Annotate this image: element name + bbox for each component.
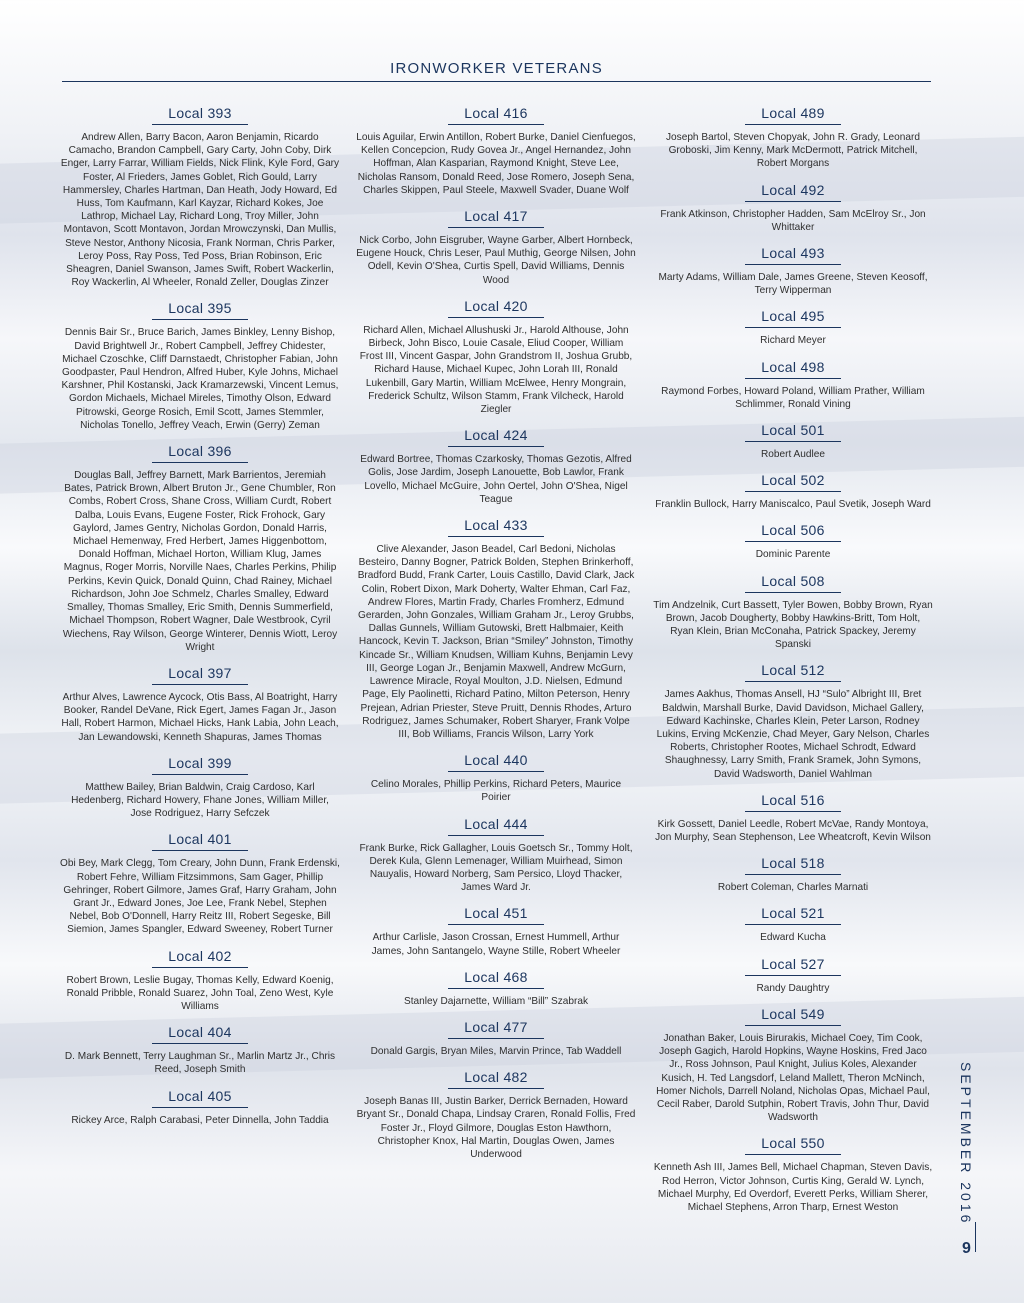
member-names: Kirk Gossett, Daniel Leedle, Robert McVae, Randy Montoya, Jon Murphy, Sean Stephenson, Lee Wheatcroft, Kevin Wilson: [655, 818, 931, 844]
member-names: Nick Corbo, John Eisgruber, Wayne Garber, Albert Hornbeck, Eugene Houck, Chris Leser, Paul Muthig, George Nilsen, John Odell, Kevin O'Shea, Curtis Spell, David Williams, Dennis Wood: [356, 235, 636, 286]
local-title: Local 468: [448, 968, 544, 989]
local-section: [653, 572, 933, 652]
footer-divider: [975, 1222, 976, 1252]
member-names: Donald Gargis, Bryan Miles, Marvin Prince, Tab Waddell: [370, 1045, 622, 1057]
local-section: [653, 854, 933, 894]
local-title: Local 549: [745, 1005, 841, 1026]
local-title: Local 395: [152, 299, 248, 320]
local-title: Local 444: [448, 815, 544, 836]
member-names: Andrew Allen, Barry Bacon, Aaron Benjamin, Ricardo Camacho, Brandon Campbell, Gary Carty, John Coby, Dirk Enger, Larry Farrar, William Fields, Nick Flink, Kyle Ford, Gary Foster, Al Frieders, James Goblet, Rich Gould, Larry Hammersley, Charles Hartman, Dan Heath, Jody Howard, Ed Huss, Tom Kaufmann, Karl Kayzar, Richard Kokes, Joe Lathrop, Michael Lay, Richard Long, Troy Miller, John Montavon, Scott Montavon, Jordan Mrowczynski, Dan Mullis, Steve Nestor, Anthony Nicosia, Frank Norman, Chris Parker, Leroy Poss, Ray Poss, Ted Poss, Brian Robinson, Eric Sheagren, Daniel Swanson, James Swift, Robert Wackerlin, Roy Wackerlin, Al Wheeler, Ronald Zeller, Douglas Zinzer: [60, 132, 340, 289]
member-names: Celino Morales, Phillip Perkins, Richard Peters, Maurice Poirier: [370, 779, 622, 804]
local-section: [356, 207, 636, 287]
local-section: [653, 1134, 933, 1214]
local-title: Local 424: [448, 426, 544, 447]
local-section: [653, 1005, 933, 1124]
local-title: Local 451: [448, 904, 544, 925]
local-title: Local 416: [448, 104, 544, 125]
local-section: [356, 516, 636, 741]
member-names: Franklin Bullock, Harry Maniscalco, Paul Svetik, Joseph Ward: [655, 499, 931, 511]
member-names: Douglas Ball, Jeffrey Barnett, Mark Barrientos, Jeremiah Bates, Patrick Brown, Albert Bruton Jr., Gene Chumbler, Ron Combs, Robert Cross, Shane Cross, William Curdt, Robert Dalba, Louis Evans, Eugene Foster, Rick Frohock, Gary Gaylord, James Gentry, Nicholas Gordon, Donald Harris, Michael Hemenway, Fred Herbert, James Higgenbottom, Donald Hoffman, Michael Horton, William Klug, James Magnus, Roger Morris, Norville Naes, Charles Perkins, Philip Perkins, Kevin Quick, Donald Quinn, Chad Rainey, Michael Richardson, John Joe Schmelz, Charles Smalley, Edward Smalley, Thomas Smalley, Eric Smith, Dennis Summerfield, Michael Thompson, Robert Wagner, Dale Westbrook, Cyril Wiechens, Ray Wilson, George Winterer, Dennis Wiott, Leroy Wright: [62, 470, 338, 653]
local-section: [60, 664, 340, 744]
local-section: [60, 1087, 340, 1127]
local-title: Local 492: [745, 181, 841, 202]
local-title: Local 397: [152, 664, 248, 685]
column-3: [653, 104, 933, 1224]
local-title: Local 482: [448, 1068, 544, 1089]
local-section: [653, 904, 933, 944]
member-names: Joseph Banas III, Justin Barker, Derrick Bernaden, Howard Bryant Sr., Donald Chapa, Lindsay Craren, Ronald Follis, Fred Foster Jr., Floyd Gilmore, Douglas Eston Hawthorn, Christopher Knox, Hal Martin, Douglas Owen, James Underwood: [356, 1096, 636, 1160]
local-title: Local 521: [745, 904, 841, 925]
member-names: D. Mark Bennett, Terry Laughman Sr., Marlin Martz Jr., Chris Reed, Joseph Smith: [64, 1051, 336, 1076]
local-section: [356, 104, 636, 197]
local-section: [653, 521, 933, 561]
local-title: Local 404: [152, 1023, 248, 1044]
member-names: Obi Bey, Mark Clegg, Tom Creary, John Dunn, Frank Erdenski, Robert Fehre, William Fitzsimmons, Sam Gager, Phillip Gehringer, Robert Gilmore, James Graf, Harry Graham, John Grant Jr., Edward Jones, Joe Lee, Frank Nebel, Stephen Nebel, Bob O'Donnell, Harry Reitz III, Robert Segeske, Bill Siemion, James Spangler, Edward Sweeney, Robert Turner: [60, 858, 340, 936]
local-section: [653, 955, 933, 995]
local-section: [653, 244, 933, 297]
local-section: [653, 661, 933, 780]
local-section: [653, 791, 933, 844]
local-section: [653, 104, 933, 171]
local-section: [653, 358, 933, 411]
local-section: [60, 830, 340, 936]
local-title: Local 495: [745, 307, 841, 328]
member-names: Robert Coleman, Charles Marnati: [717, 882, 869, 894]
local-section: [356, 751, 636, 804]
local-title: Local 405: [152, 1087, 248, 1108]
member-names: Edward Bortree, Thomas Czarkosky, Thomas Gezotis, Alfred Golis, Jose Jardim, Joseph Lanouette, Bob Lawlor, Frank Lovello, Michael McGuire, John Oertel, John O'Shea, Nigel Teague: [360, 454, 632, 505]
member-names: Arthur Alves, Lawrence Aycock, Otis Bass, Al Boatright, Harry Booker, Randel DeVane, Rick Egert, James Fagan Jr., Jason Hall, Robert Harmon, Michael Hicks, Hank Labia, John Leach, Jan Lewandowski, Kenneth Shapuras, James Thomas: [61, 691, 339, 743]
local-title: Local 501: [745, 421, 841, 442]
issue-date-label: SEPTEMBER 2016: [958, 1062, 974, 1226]
local-title: Local 527: [745, 955, 841, 976]
member-names: Matthew Bailey, Brian Baldwin, Craig Cardoso, Karl Hedenberg, Richard Howery, Fhane Jones, William Miller, Jose Rodriguez, Harry Sefczek: [71, 781, 329, 820]
local-section: [653, 181, 933, 234]
column-2: [356, 104, 636, 1171]
local-section: [356, 1018, 636, 1058]
local-section: [653, 421, 933, 461]
local-section: [60, 754, 340, 821]
local-title: Local 493: [745, 244, 841, 265]
member-names: Edward Kucha: [760, 932, 826, 944]
page-title: IRONWORKER VETERANS: [390, 60, 603, 77]
member-names: Jonathan Baker, Louis Birurakis, Michael Coey, Tim Cook, Joseph Gagich, Harold Hopkins, Wayne Hoskins, Fred Jaco Jr., Ross Johnson, Paul Knight, Julius Koles, Alexander Kusich, H. Ted Langsdorf, Leland Mallett, Theron McNinch, Homer Nichols, Darrell Noland, Nicholas Opas, Michael Paul, Cecil Raber, Darold Sutphin, Robert Travis, John Thur, David Wadsworth: [656, 1032, 930, 1124]
local-title: Local 433: [448, 516, 544, 537]
local-title: Local 550: [745, 1134, 841, 1155]
local-title: Local 498: [745, 358, 841, 379]
local-section: [356, 297, 636, 416]
member-names: Stanley Dajarnette, William “Bill” Szabrak: [404, 995, 588, 1007]
local-title: Local 489: [745, 104, 841, 125]
local-title: Local 440: [448, 751, 544, 772]
local-section: [356, 426, 636, 506]
local-title: Local 477: [448, 1018, 544, 1039]
member-names: Rickey Arce, Ralph Carabasi, Peter Dinnella, John Taddia: [71, 1114, 329, 1126]
local-title: Local 512: [745, 661, 841, 682]
local-title: Local 506: [745, 521, 841, 542]
local-title: Local 420: [448, 297, 544, 318]
local-section: [60, 104, 340, 289]
member-names: Richard Allen, Michael Allushuski Jr., Harold Althouse, John Birbeck, John Bisco, Louie Casale, Eliud Cooper, William Frost III, Vincent Gaspar, John Grandstrom II, Joshua Grubb, Richard Hause, Michael Kupec, John Lorah III, Ronald Lukenbill, Gary Martin, William McElwee, Henry Mongrain, Frederick Schultz, Wilson Stamm, Frank Vilcheck, Harold Ziegler: [359, 324, 633, 416]
local-section: [356, 904, 636, 957]
local-section: [356, 1068, 636, 1161]
title-divider: [62, 81, 931, 82]
local-title: Local 502: [745, 471, 841, 492]
member-names: Frank Burke, Rick Gallagher, Louis Goetsch Sr., Tommy Holt, Derek Kula, Glenn Lemenager, William Muirhead, Simon Nauyalis, Howard Norberg, Sam Persico, Lloyd Thacker, James Ward Jr.: [359, 842, 633, 894]
local-section: [356, 815, 636, 895]
local-section: [653, 307, 933, 347]
local-section: [653, 471, 933, 511]
member-names: Dennis Bair Sr., Bruce Barich, James Binkley, Lenny Bishop, David Brightwell Jr., Robert Campbell, Jeffrey Chidester, Michael Czoschke, Cliff Darnstaedt, Christopher Fabian, John Goodpaster, Paul Hendron, Alfred Huber, Kyle Johns, Michael Karshner, Phil Kostanski, Jack Kramarzewski, Vincent Lemus, Gordon Michaels, Michael Mireles, Timothy Olson, Edward Pitrowski, George Rosich, Emil Scott, James Stemmler, Nicholas Tonello, Jeffrey Veach, Erwin (Gerry) Zeman: [61, 327, 339, 431]
member-names: Arthur Carlisle, Jason Crossan, Ernest Hummell, Arthur James, John Santangelo, Wayne Stille, Robert Wheeler: [371, 932, 621, 957]
local-title: Local 402: [152, 947, 248, 968]
member-names: Louis Aguilar, Erwin Antillon, Robert Burke, Daniel Cienfuegos, Kellen Concepcion, Rudy Govea Jr., Angel Hernandez, John Hoffman, Alan Kasparian, Raymond Knight, Steve Lee, Nicholas Ransom, Donald Reed, Jose Romero, Joseph Sena, Charles Skippen, Paul Steele, Maxwell Svader, Duane Wolf: [356, 132, 636, 196]
local-title: Local 396: [152, 442, 248, 463]
member-names: Frank Atkinson, Christopher Hadden, Sam McElroy Sr., Jon Whittaker: [660, 208, 926, 233]
local-title: Local 516: [745, 791, 841, 812]
local-section: [356, 968, 636, 1008]
local-title: Local 417: [448, 207, 544, 228]
local-title: Local 399: [152, 754, 248, 775]
member-names: Marty Adams, William Dale, James Greene, Steven Keosoff, Terry Wipperman: [658, 272, 928, 297]
local-title: Local 393: [152, 104, 248, 125]
member-names: James Aakhus, Thomas Ansell, HJ “Sulo” Albright III, Bret Baldwin, Marshall Burke, David Davidson, Michael Gallery, Edward Kachinske, Charles Klein, Peter Larson, Rodney Lukins, Erving McKenzie, Chad Meyer, Gary Nelson, Charles Roberts, Christopher Rootes, Michael Schrodt, Edward Shaughnessy, Larry Smith, Frank Sramek, John Symons, David Wadsworth, Daniel Wahlman: [656, 689, 930, 780]
member-names: Robert Brown, Leslie Bugay, Thomas Kelly, Edward Koenig, Ronald Pribble, Ronald Suarez, John Toal, Zeno West, Kyle Williams: [66, 974, 334, 1012]
member-names: Kenneth Ash III, James Bell, Michael Chapman, Steven Davis, Rod Herron, Victor Johnson, Curtis King, Gerald W. Lynch, Michael Murphy, Ed Overdorf, Everett Perks, William Sherer, Michael Stephens, Arron Tharp, Ernest Weston: [653, 1162, 933, 1213]
member-names: Robert Audlee: [761, 449, 825, 461]
column-1: [60, 104, 340, 1137]
member-names: Richard Meyer: [760, 335, 826, 347]
member-names: Randy Daughtry: [756, 982, 830, 994]
local-title: Local 401: [152, 830, 248, 851]
member-names: Raymond Forbes, Howard Poland, William Prather, William Schlimmer, Ronald Vining: [661, 385, 925, 410]
local-section: [60, 947, 340, 1014]
local-section: [60, 299, 340, 432]
member-names: Joseph Bartol, Steven Chopyak, John R. Grady, Leonard Groboski, Jim Kenny, Mark McDermott, Patrick Mitchell, Robert Morgans: [666, 132, 920, 170]
member-names: Tim Andzelnik, Curt Bassett, Tyler Bowen, Bobby Brown, Ryan Brown, Jacob Dougherty, Bobby Hawkins-Britt, Tom Holt, Ryan Klein, Brian McConaha, Patrick Spackey, Jeremy Spanski: [653, 599, 933, 651]
member-names: Dominic Parente: [755, 549, 831, 561]
local-section: [60, 1023, 340, 1076]
local-title: Local 508: [745, 572, 841, 593]
member-names: Clive Alexander, Jason Beadel, Carl Bedoni, Nicholas Besteiro, Danny Bogner, Patrick Bolden, Stephen Brinkerhoff, Bradford Budd, Frank Carter, Louis Castillo, David Clark, Jack Colin, Robert Dixon, Mark Doherty, Walter Ehman, Carl Faz, Andrew Flores, Martin Frady, Charles Fromherz, Edmund Gerarden, John Gonzales, William Graham Jr., Leroy Grubbs, Dallas Gunnels, William Gutowski, Brett Halbmaier, Keith Hancock, Kevin T. Jackson, Brian “Smiley” Johnston, Timothy Kincade Sr., William Knudsen, William Kuhns, Benjamin Levy III, George Logan Jr., Benjamin Maxwell, Andrew McGurn, Lawrence Miracle, Royal Moulton, J.D. Nielsen, Edmund Page, Ely Paolinetti, Richard Patino, Milton Peterson, Henry Prejean, Adrian Priester, Steve Pruitt, Dennis Rhodes, Arturo Rodriguez, James Schumaker, Robert Sharyer, Frank Volpe III, Bob Williams, Francis Wilson, Larry York: [357, 544, 635, 740]
page-number: 9: [962, 1240, 971, 1257]
local-title: Local 518: [745, 854, 841, 875]
local-section: [60, 442, 340, 654]
